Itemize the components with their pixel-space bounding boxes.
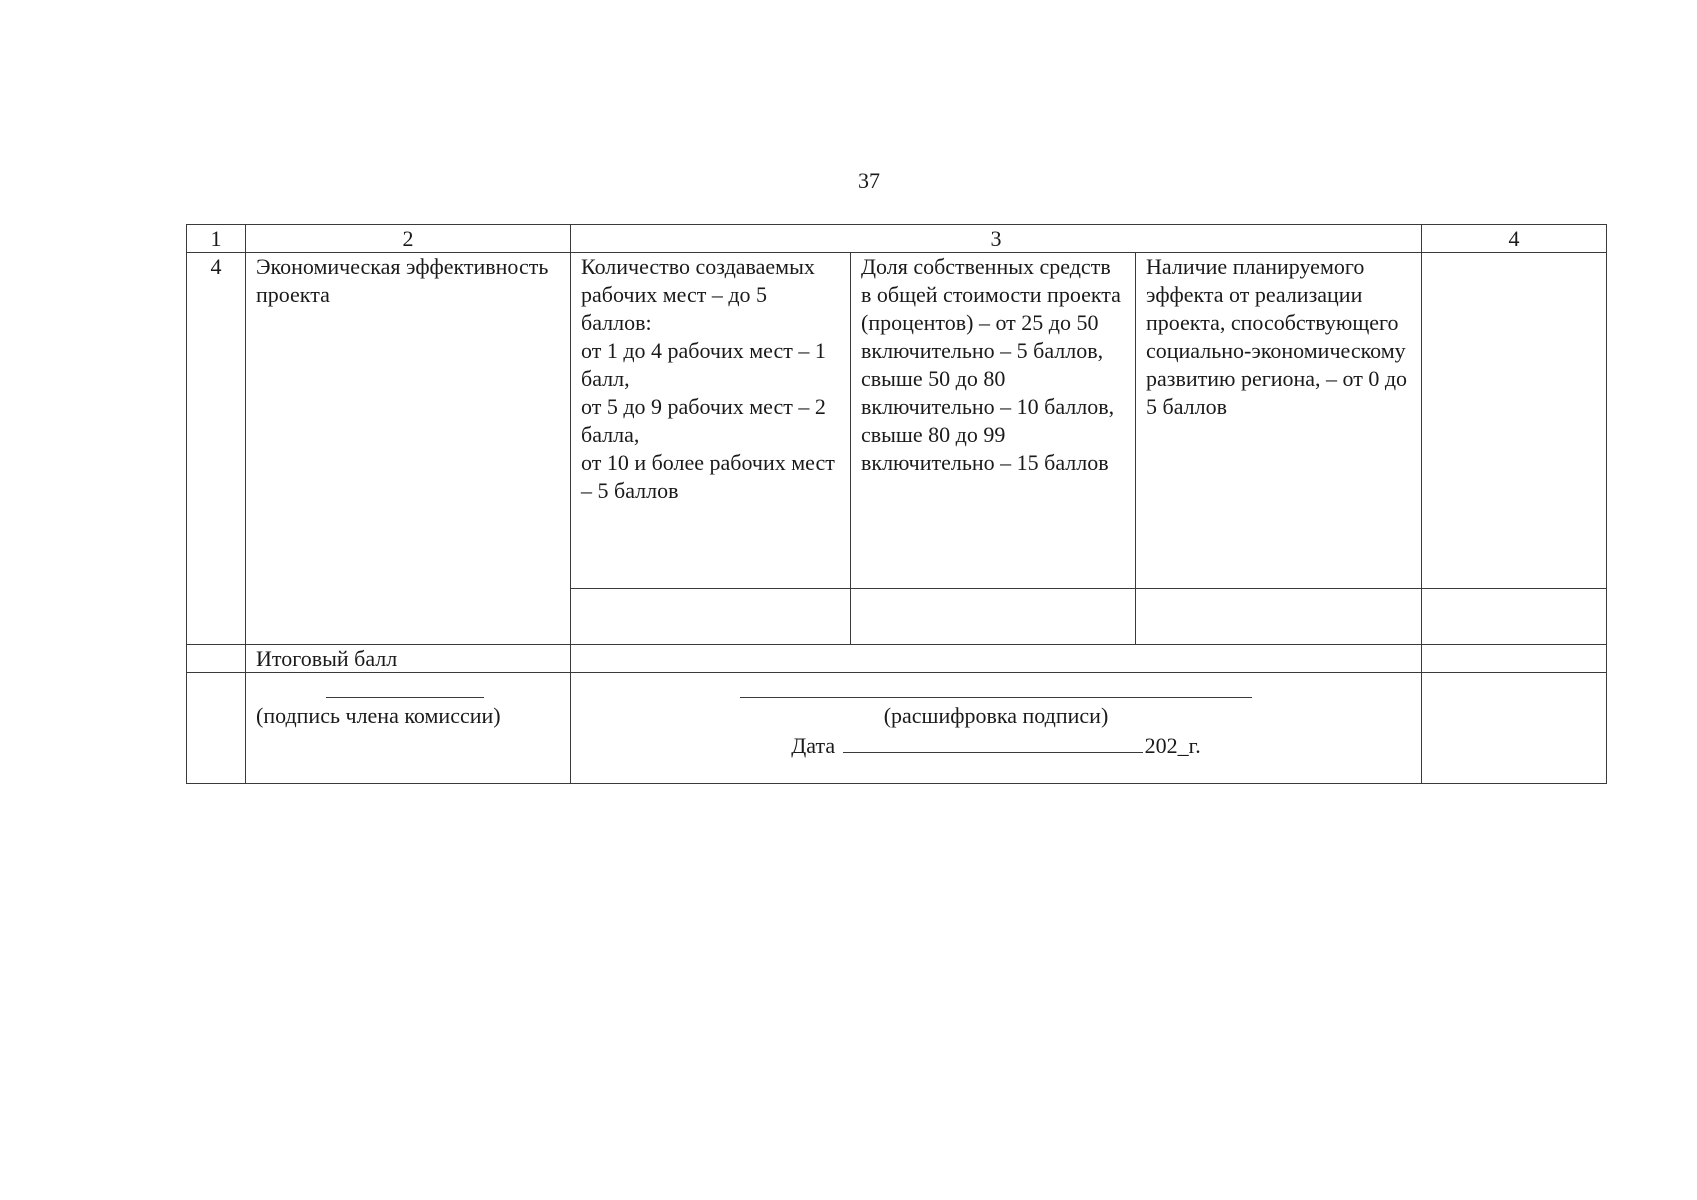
column-numbers-row — [187, 225, 1607, 253]
signature-line — [326, 697, 484, 698]
subcriterion-jobs: Количество создаваемых рабочих мест – до 5 баллов: от 1 до 4 рабочих мест – 1 балл, от 5 до 9 рабочих мест – 2 балла, от 10 и более рабочих мест – 5 баллов — [571, 253, 851, 589]
score-entry-extra — [1422, 589, 1607, 645]
total-extra-cell — [1422, 645, 1607, 673]
signature-number-cell — [187, 673, 246, 784]
criterion-number: 4 — [187, 253, 246, 645]
column-number-4: 4 — [1422, 225, 1607, 253]
member-signature-caption: (подпись члена комиссии) — [256, 703, 501, 728]
date-suffix: 202_г. — [1144, 733, 1201, 758]
subcriterion-own-funds: Доля собственных средств в общей стоимости проекта (процентов) – от 25 до 50 включительно – 5 баллов, свыше 50 до 80 включительно – 10 баллов, свыше 80 до 99 включительно – 15 баллов — [851, 253, 1136, 589]
date-label: Дата — [791, 733, 836, 758]
column-number-3: 3 — [571, 225, 1422, 253]
criterion-row — [187, 253, 1607, 589]
column-number-2: 2 — [246, 225, 571, 253]
date-underline — [843, 730, 1143, 753]
score-entry-own-funds — [851, 589, 1136, 645]
member-signature-cell — [246, 673, 571, 784]
total-number-cell — [187, 645, 246, 673]
signature-extra-cell — [1422, 673, 1607, 784]
score-cell — [1422, 253, 1607, 589]
total-row — [187, 645, 1607, 673]
decode-caption: (расшифровка подписи) — [883, 703, 1109, 728]
date-line — [581, 730, 1411, 760]
subcriterion-social-effect: Наличие планируемого эффекта от реализации проекта, способствующего социально-экономическому развитию региона, – от 0 до 5 баллов — [1136, 253, 1422, 589]
score-entry-social-effect — [1136, 589, 1422, 645]
criterion-name: Экономическая эффективность проекта — [246, 253, 571, 645]
signature-row — [187, 673, 1607, 784]
column-number-1: 1 — [187, 225, 246, 253]
total-value-cell — [571, 645, 1422, 673]
evaluation-table — [186, 224, 1607, 784]
total-label: Итоговый балл — [246, 645, 571, 673]
signature-decode-cell — [571, 673, 1422, 784]
score-entry-jobs — [571, 589, 851, 645]
page-number: 37 — [858, 168, 880, 193]
decode-line — [740, 697, 1252, 698]
